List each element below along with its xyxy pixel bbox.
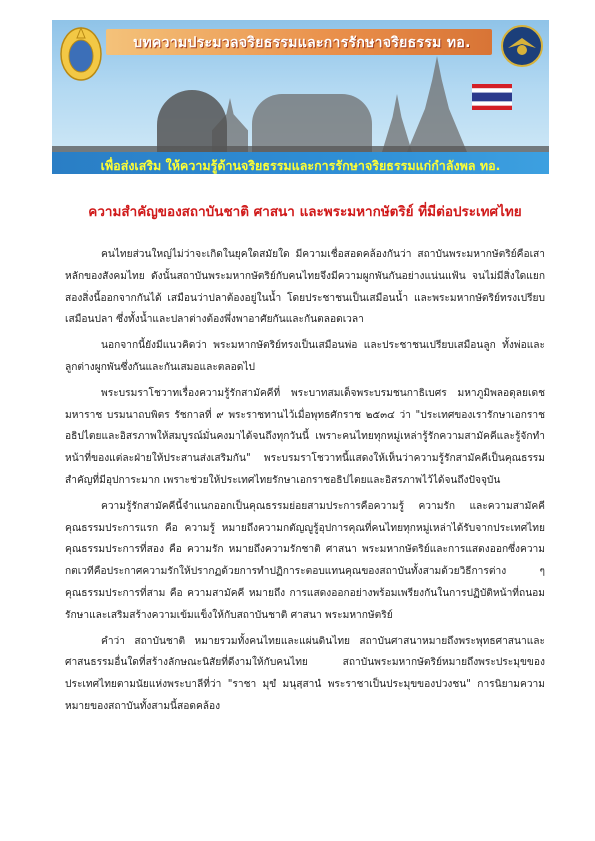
banner-subtitle: เพื่อส่งเสริม ให้ความรู้ด้านจริยธรรมและการรักษาจริยธรรมแก่กำลังพล ทอ. — [100, 158, 501, 173]
paragraph: คนไทยส่วนใหญ่ไม่ว่าจะเกิดในยุคใดสมัยใด มีความเชื่อสอดคล้องกันว่า สถาบันพระมหากษัตริย์คือเสาหลักของสังคมไทย ดังนั้นสถาบันพระมหากษัตริย์กับคนไทยจึงมีความผูกพันกันอย่างแน่นแฟ้น จนไม่มีสิ่งใดแยกสองสิ่งนี้ออกจากกันได้ เสมือนว่าปลาต้องอยู่ในน้ำ โดยประชาชนเป็นเสมือนน้ำ และพระมหากษัตริย์ทรงเปรียบเสมือนปลา ซึ่งทั้งน้ำและปลาต่างต้องพึ่งพาอาศัยกันและกันตลอดเวลา — [65, 249, 545, 326]
paragraph: ความรู้รักสามัคคีนี้จำแนกออกเป็นคุณธรรมย่อยสามประการคือความรู้ ความรัก และความสามัคคี คุณธรรมประการแรก คือ ความรู้ หมายถึงความกตัญญูรู้อุปการคุณที่คนไทยทุกหมู่เหล่าได้รับจากประเทศไทย คุณธรรมประการที่สอง คือ ความรัก หมายถึงความรักชาติ ศาสนา พระมหากษัตริย์และการแสดงออกซึ่งความกตเวทีคือประกาศความรักให้ปรากฏด้วยการทำปฏิการะตอบแทนคุณของสถาบันทั้งสามด้วยวิธีการต่าง ๆ คุณธรรมประการที่สาม คือ ความสามัคคี หมายถึง การแสดงออกอย่างพร้อมเพรียงกันในการปฏิบัติหน้าที่ถนอมรักษาและเสริมสร้างความเข้มแข็งให้กับสถาบันชาติ ศาสนา พระมหากษัตริย์ — [65, 500, 545, 621]
chedi-silhouette — [407, 56, 467, 152]
royal-emblem-icon — [58, 24, 104, 82]
rtaf-insignia-icon — [500, 24, 544, 68]
people-silhouette — [252, 94, 372, 152]
paragraph: พระบรมราโชวาทเรื่องความรู้รักสามัคคีที่ พระบาทสมเด็จพระบรมชนกาธิเบศร มหาภูมิพลอดุลยเดชมหาราช บรมนาถบพิตร รัชกาลที่ ๙ พระราชทานไว้เมื่อพุทธศักราช ๒๕๓๔ ว่า "ประเทศของเรารักษาเอกราชอธิปไตยและอิสรภาพให้สมบูรณ์มั่นคงมาได้จนถึงทุกวันนี้ เพราะคนไทยทุกหมู่เหล่ารู้รักความสามัคคีและรู้จักทำหน้าที่ของแต่ละฝ่ายให้ประสานส่งเสริมกัน" พระบรมราโชวาทนี้แสดงให้เห็นว่าความรู้รักสามัคคีเป็นคุณธรรมสำคัญที่มีอุปการะมาก เพราะช่วยให้ประเทศไทยรักษาเอกราชอธิปไตยและอิสรภาพไว้ได้จนถึงปัจจุบัน — [65, 387, 545, 486]
paragraph: คำว่า สถาบันชาติ หมายรวมทั้งคนไทยและแผ่นดินไทย สถาบันศาสนาหมายถึงพระพุทธศาสนาและศาสนธรรมอื่นใดที่สร้างลักษณะนิสัยที่ดีงามให้กับคนไทย สถาบันพระมหากษัตริย์หมายถึงพระประมุขของประเทศไทยตามนัยแห่งพระบาลีที่ว่า "ราชา มุขํ มนุสฺสานํ พระราชาเป็นประมุขของปวงชน" การนิยามความหมายของสถาบันทั้งสามนี้สอดคล้อง — [65, 635, 545, 712]
document-title: ความสำคัญของสถาบันชาติ ศาสนา และพระมหากษัตริย์ ที่มีต่อประเทศไทย — [88, 204, 522, 220]
document-body — [65, 200, 545, 722]
people-photo — [157, 90, 227, 152]
banner-title: บทความประมวลจริยธรรมและการรักษาจริยธรรม ทอ. — [133, 35, 471, 51]
chedi-silhouette-small — [382, 94, 412, 152]
thai-flag-icon — [472, 84, 512, 110]
header-banner — [52, 20, 549, 174]
paragraph: นอกจากนี้ยังมีแนวคิดว่า พระมหากษัตริย์ทรงเป็นเสมือนพ่อ และประชาชนเปรียบเสมือนลูก ทั้งพ่อและลูกต่างผูกพันซึ่งกันและกันเสมอและตลอดไป — [65, 340, 545, 373]
